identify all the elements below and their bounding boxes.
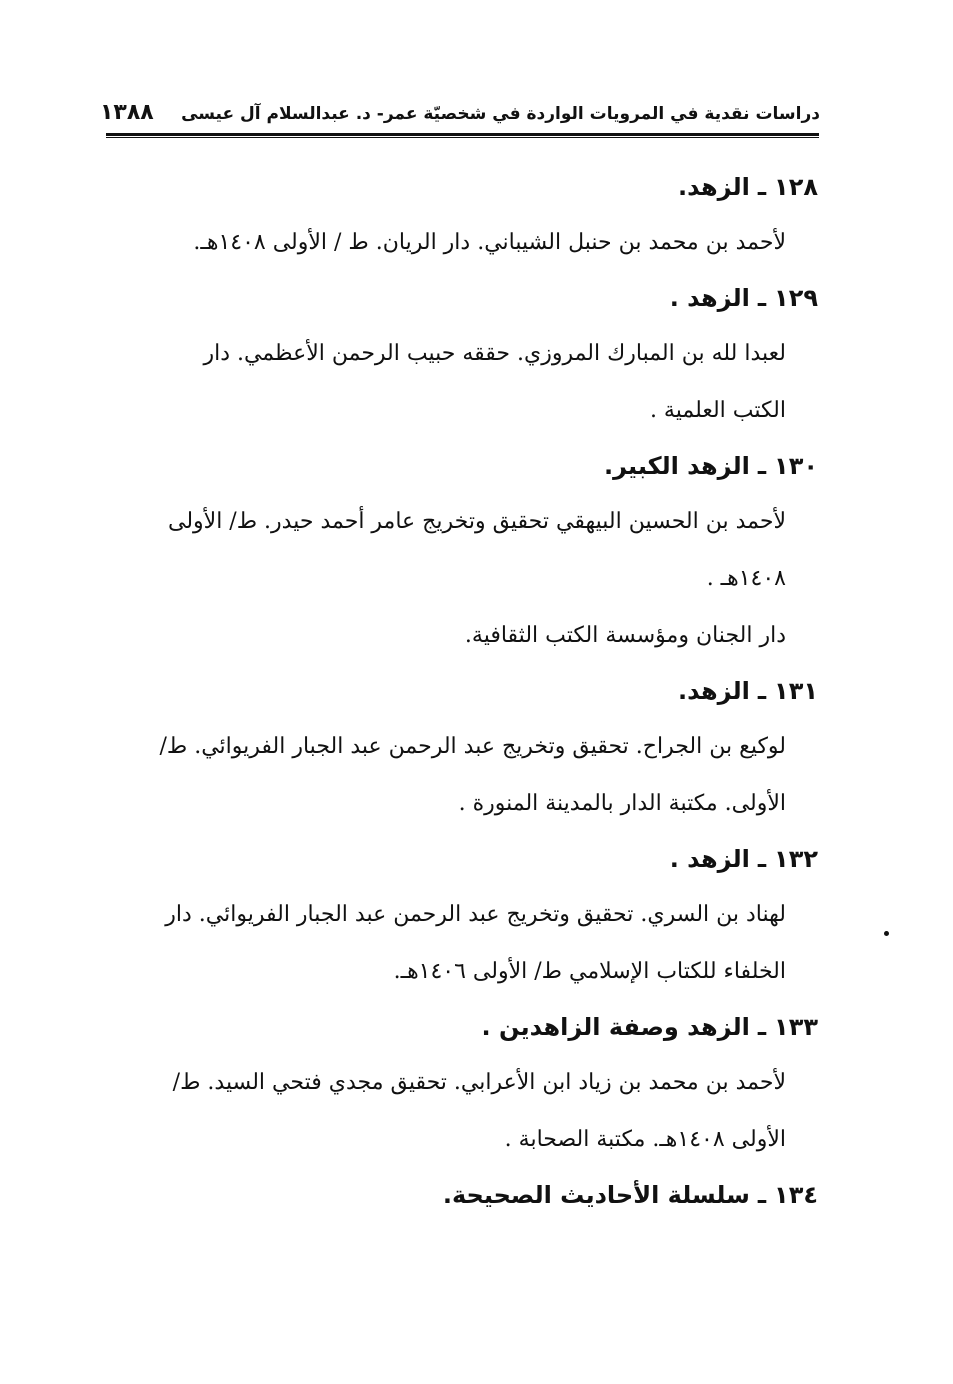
description-line: دار الجنان ومؤسسة الكتب الثقافية. bbox=[464, 623, 786, 648]
entry-title-text: الزهد . bbox=[669, 845, 750, 873]
stray-dot bbox=[884, 931, 889, 936]
entry-number: ١٢٩ bbox=[774, 284, 818, 312]
description-line: لأحمد بن محمد بن زياد ابن الأعرابي. تحقيق مجدي فتحي السيد. ط/ bbox=[172, 1070, 786, 1095]
entry-description bbox=[104, 214, 818, 271]
description-line: لهناد بن السري. تحقيق وتخريج عبد الرحمن عبد الجبار الفريوائي. دار bbox=[165, 902, 786, 927]
header-rule bbox=[106, 133, 819, 138]
entry-dash: ـ bbox=[757, 845, 767, 873]
entry-title bbox=[104, 1000, 818, 1054]
entry-description bbox=[104, 493, 818, 664]
page-header bbox=[100, 98, 820, 130]
entry-title-text: الزهد . bbox=[669, 284, 750, 312]
entry-134 bbox=[104, 1168, 818, 1222]
description-line: ١٤٠٨هـ . bbox=[706, 566, 786, 591]
page-number: ١٣٨٨ bbox=[100, 100, 154, 125]
entry-dash: ـ bbox=[757, 677, 767, 705]
entry-title-text: سلسلة الأحاديث الصحيحة. bbox=[442, 1181, 750, 1209]
entry-title bbox=[104, 160, 818, 214]
entry-number: ١٣١ bbox=[774, 677, 818, 705]
entry-title-text: الزهد الكبير. bbox=[603, 452, 750, 480]
entry-dash: ـ bbox=[757, 452, 767, 480]
entry-130 bbox=[104, 439, 818, 664]
entry-title bbox=[104, 1168, 818, 1222]
entry-dash: ـ bbox=[757, 284, 767, 312]
entry-number: ١٣٠ bbox=[774, 452, 818, 480]
entry-title-text: الزهد. bbox=[678, 173, 750, 201]
entry-title bbox=[104, 439, 818, 493]
entry-description bbox=[104, 886, 818, 1000]
description-line: لعبدا لله بن المبارك المروزي. حققه حبيب الرحمن الأعظمي. دار bbox=[203, 341, 786, 366]
bibliography-list bbox=[104, 160, 818, 1222]
description-line: الخلفاء للكتاب الإسلامي ط/ الأولى ١٤٠٦هـ. bbox=[393, 959, 786, 984]
description-line: الأولى. مكتبة الدار بالمدينة المنورة . bbox=[458, 791, 786, 816]
description-line: لأحمد بن الحسين البيهقي تحقيق وتخريج عامر أحمد حيدر. ط/ الأولى bbox=[167, 509, 786, 534]
entry-number: ١٣٣ bbox=[774, 1013, 818, 1041]
entry-description bbox=[104, 718, 818, 832]
entry-132 bbox=[104, 832, 818, 1000]
entry-title bbox=[104, 271, 818, 325]
entry-number: ١٢٨ bbox=[774, 173, 818, 201]
entry-number: ١٣٤ bbox=[774, 1181, 818, 1209]
description-line: لوكيع بن الجراح. تحقيق وتخريج عبد الرحمن عبد الجبار الفريوائي. ط/ bbox=[159, 734, 786, 759]
entry-description bbox=[104, 1054, 818, 1168]
entry-title bbox=[104, 832, 818, 886]
entry-dash: ـ bbox=[757, 1181, 767, 1209]
entry-title-text: الزهد. bbox=[678, 677, 750, 705]
entry-128 bbox=[104, 160, 818, 271]
entry-title-text: الزهد وصفة الزاهدين . bbox=[481, 1013, 750, 1041]
entry-dash: ـ bbox=[757, 1013, 767, 1041]
entry-133 bbox=[104, 1000, 818, 1168]
entry-dash: ـ bbox=[757, 173, 767, 201]
entry-129 bbox=[104, 271, 818, 439]
description-line: الكتب العلمية . bbox=[649, 398, 786, 423]
entry-description bbox=[104, 325, 818, 439]
description-line: الأولى ١٤٠٨هـ. مكتبة الصحابة . bbox=[504, 1127, 786, 1152]
entry-number: ١٣٢ bbox=[774, 845, 818, 873]
running-title: دراسات نقدية في المرويات الواردة في شخصيّة عمر- د. عبدالسلام آل عيسى bbox=[181, 104, 820, 124]
entry-title bbox=[104, 664, 818, 718]
entry-131 bbox=[104, 664, 818, 832]
description-line: لأحمد بن محمد بن حنبل الشيباني. دار الريان. ط / الأولى ١٤٠٨هـ. bbox=[193, 230, 786, 255]
